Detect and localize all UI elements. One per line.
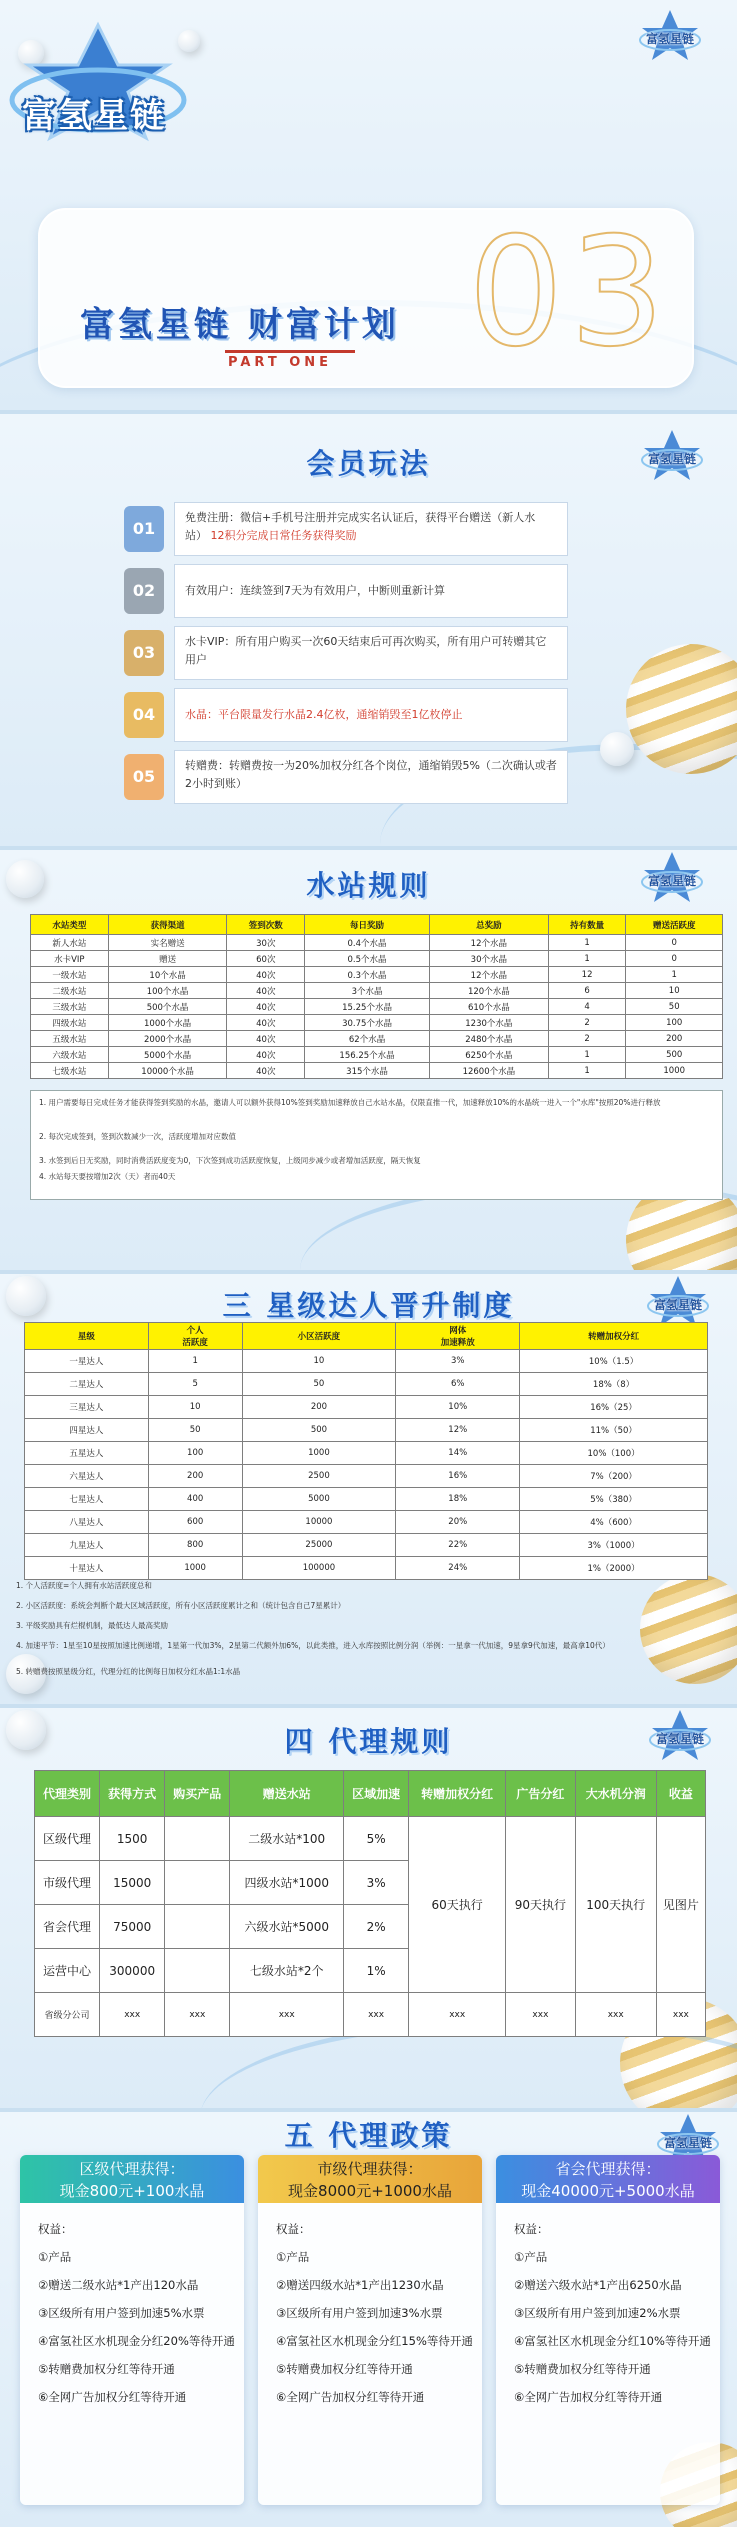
- table-header-cell: 小区活跃度: [242, 1323, 396, 1350]
- table-row: [25, 1419, 708, 1442]
- cover-underline: [225, 350, 355, 353]
- table-cell: 5: [148, 1373, 242, 1396]
- table-header-cell: 个人 活跃度: [148, 1323, 242, 1350]
- agents-table: 代理类别 获得方式 购买产品 赠送水站 区域加速 转赠加权分红 广告分红 大水机分润 收益 区级代理 1500 二级水站*100 5% 60天执行 90天执行 100天执行 见图片 市级代理 15000 四级水站*1000 3% 省会代理 75000 六级水站*5000 2% 运营中心 300000 七级水站*2个 1% 省级分公司 xxx xxx xxx xxx xxx xxx xxx xxx: [34, 1770, 706, 2037]
- table-header-cell: 获得渠道: [108, 915, 227, 935]
- table-cell: 1: [548, 1047, 626, 1063]
- table-row: [25, 1534, 708, 1557]
- table-cell: 1230个水晶: [429, 1015, 548, 1031]
- rule-text-box: 免费注册：微信+手机号注册并完成实名认证后，获得平台赠送（新人水站） 12积分完成日常任务获得奖励: [174, 502, 568, 556]
- table-cell: 0.4个水晶: [305, 935, 430, 951]
- table-cell: 30次: [227, 935, 305, 951]
- rule-text-box: 转赠费：转赠费按一为20%加权分红各个岗位，通缩销毁5%（二次确认或者2小时到账）: [174, 750, 568, 804]
- table-cell: 10%（100）: [520, 1442, 708, 1465]
- table-row: [31, 935, 723, 951]
- table-cell: 1: [548, 1063, 626, 1079]
- table-cell: 610个水晶: [429, 999, 548, 1015]
- table-header-cell: 星级: [25, 1323, 149, 1350]
- table-cell: 40次: [227, 1063, 305, 1079]
- table-header-cell: 赠送活跃度: [626, 915, 723, 935]
- table-cell: 一级水站: [31, 967, 109, 983]
- table-cell: 20%: [396, 1511, 520, 1534]
- table-cell: 600: [148, 1511, 242, 1534]
- table-cell: 30.75个水晶: [305, 1015, 430, 1031]
- table-row: [25, 1373, 708, 1396]
- table-cell: 10000个水晶: [108, 1063, 227, 1079]
- table-cell: 18%: [396, 1488, 520, 1511]
- table-cell: 60次: [227, 951, 305, 967]
- section-title: 水站规则: [306, 869, 431, 902]
- table-cell: 2: [548, 1015, 626, 1031]
- table-row: [31, 951, 723, 967]
- table-cell: 1: [548, 935, 626, 951]
- table-cell: 2000个水晶: [108, 1031, 227, 1047]
- small-logo: 富氢星链: [640, 850, 704, 910]
- table-cell: 800: [148, 1534, 242, 1557]
- part-label: PART ONE: [228, 355, 333, 370]
- table-row: [25, 1350, 708, 1373]
- table-row: [31, 1047, 723, 1063]
- table-cell: 5%（380）: [520, 1488, 708, 1511]
- table-cell: 62个水晶: [305, 1031, 430, 1047]
- table-cell: 1000: [242, 1442, 396, 1465]
- table-cell: 200: [242, 1396, 396, 1419]
- small-logo: 富氢星链: [640, 428, 704, 488]
- station-table: [30, 914, 723, 1079]
- table-row: [25, 1396, 708, 1419]
- table-cell: 11%（50）: [520, 1419, 708, 1442]
- table-row: [25, 1557, 708, 1580]
- table-cell: 40次: [227, 1015, 305, 1031]
- policy-card-district: [20, 2155, 244, 2505]
- table-cell: 九星达人: [25, 1534, 149, 1557]
- table-cell: 40次: [227, 983, 305, 999]
- table-row: [31, 983, 723, 999]
- table-cell: 1000个水晶: [108, 1015, 227, 1031]
- levels-panel: 富氢星链 三 星级达人晋升制度 星级 个人 活跃度 小区活跃度 网体 加速释放 转赠加权分红 一星达人 1 10 3% 10%（1.5） 二星达人 5 50 6% 18%（8） 三星达人 10 200 10% 16%（25） 四星达人 50 500 12% 11%（50） 五星达人 100 1000 14% 10%（100） 六星达人 200 2500 16% 7%（200） 七星达人 400 5000 18% 5%（380） 八星达人 600 10000 20% 4%（600） 九星达人 800 25000 22% 3%（1000） 十星达人 1000 100000 24% 1%（2000） 1. 个人活跃度=个人拥有水站活跃度总和 2. 小区活跃度：系统会判断个最大区域活跃度，所有小区活跃度累计之和（统计包含自己7星累计） 3. 平级奖励具有烂棍机制，最低达人最高奖励 4. 加速平节：1星至10星按照加速比例递增，1星第一代加3%，2星第二代额外加6%，以此类推，进入水库按照比例分润（举例：一星拿一代加速，9星拿9代加速，最高拿10代） 5. 转赠费按照星级分红，代理分红的比例每日加权分红水晶1:1水晶: [0, 1274, 737, 1704]
- table-cell: 12: [548, 967, 626, 983]
- table-cell: 10个水晶: [108, 967, 227, 983]
- table-cell: 40次: [227, 1031, 305, 1047]
- table-cell: 0: [626, 951, 723, 967]
- rule-text-box: 水晶：平台限量发行水晶2.4亿枚，通缩销毁至1亿枚停止: [174, 688, 568, 742]
- table-cell: 500: [626, 1047, 723, 1063]
- table-row: [25, 1488, 708, 1511]
- table-cell: 一星达人: [25, 1350, 149, 1373]
- table-row: 省会代理 75000 六级水站*5000 2%: [35, 1905, 706, 1949]
- table-cell: 四星达人: [25, 1419, 149, 1442]
- section-title: 四 代理规则: [284, 1725, 453, 1758]
- rule-number: 02: [124, 568, 164, 614]
- table-cell: 22%: [396, 1534, 520, 1557]
- table-cell: 18%（8）: [520, 1373, 708, 1396]
- brand-logo-text: 富氢星链: [22, 96, 166, 136]
- table-cell: 10: [148, 1396, 242, 1419]
- table-cell: 四级水站: [31, 1015, 109, 1031]
- table-cell: 实名赠送: [108, 935, 227, 951]
- table-cell: 6: [548, 983, 626, 999]
- table-cell: 五星达人: [25, 1442, 149, 1465]
- table-header-cell: 转赠加权分红: [520, 1323, 708, 1350]
- table-cell: 3%: [396, 1350, 520, 1373]
- policy-card-body: 权益： ①产品 ②赠送六级水站*1产出6250水晶 ③区级所有用户签到加速2%水票 ④富氢社区水机现金分红10%等待开通 ⑤转赠费加权分红等待开通 ⑥全网广告加权分红等待开通: [514, 2222, 711, 2404]
- small-logo: 富氢星链: [638, 8, 702, 68]
- table-cell: 100: [148, 1442, 242, 1465]
- table-cell: 5000: [242, 1488, 396, 1511]
- levels-table: [24, 1322, 708, 1580]
- table-cell: 二星达人: [25, 1373, 149, 1396]
- table-cell: 50: [242, 1373, 396, 1396]
- policy-card-header: 区级代理获得： 现金800元+100水晶: [20, 2155, 244, 2203]
- table-cell: 3%（1000）: [520, 1534, 708, 1557]
- table-cell: 2480个水晶: [429, 1031, 548, 1047]
- table-row: [31, 967, 723, 983]
- table-cell: 100个水晶: [108, 983, 227, 999]
- table-cell: 2500: [242, 1465, 396, 1488]
- table-cell: 2: [548, 1031, 626, 1047]
- table-row: [31, 1031, 723, 1047]
- table-cell: 新人水站: [31, 935, 109, 951]
- agents-panel: [0, 1708, 737, 2108]
- policy-card-province: [496, 2155, 720, 2505]
- table-cell: 4: [548, 999, 626, 1015]
- table-cell: 6250个水晶: [429, 1047, 548, 1063]
- small-logo: 富氢星链: [656, 2112, 720, 2172]
- table-cell: 40次: [227, 1047, 305, 1063]
- table-cell: 40次: [227, 999, 305, 1015]
- table-cell: 0.3个水晶: [305, 967, 430, 983]
- table-cell: 六级水站: [31, 1047, 109, 1063]
- table-cell: 4%（600）: [520, 1511, 708, 1534]
- table-cell: 12600个水晶: [429, 1063, 548, 1079]
- table-cell: 1%（2000）: [520, 1557, 708, 1580]
- table-row: 区级代理 1500 二级水站*100 5% 60天执行 90天执行 100天执行 见图片: [35, 1817, 706, 1861]
- table-row: 省级分公司 xxx xxx xxx xxx xxx xxx xxx xxx: [35, 1993, 706, 2037]
- section-title: 五 代理政策: [284, 2119, 453, 2152]
- table-cell: 五级水站: [31, 1031, 109, 1047]
- table-cell: 1000: [148, 1557, 242, 1580]
- member-panel: [0, 414, 737, 846]
- table-cell: 二级水站: [31, 983, 109, 999]
- table-cell: 10: [626, 983, 723, 999]
- station-notes: 1. 用户需要每日完成任务才能获得签到奖励的水晶，邀请人可以额外获得10%签到奖励加速释放自己水站水晶，仅限直推一代，加速释放10%的水晶统一进入一个"水库"按照20%进行释放 2. 每次完成签到，签到次数减少一次，活跃度增加对应数值 3. 水签到后日无奖励，同时消费活跃度变为0，下次签到成功活跃度恢复，上级同步减少或者增加活跃度，隔天恢复 4. 水站每天要按增加2次（天）者而40天: [30, 1090, 723, 1200]
- policy-card-city: [258, 2155, 482, 2505]
- table-cell: 三级水站: [31, 999, 109, 1015]
- table-cell: 100: [626, 1015, 723, 1031]
- table-row: 运营中心 300000 七级水站*2个 1%: [35, 1949, 706, 1993]
- table-cell: 七星达人: [25, 1488, 149, 1511]
- table-header-cell: 每日奖励: [305, 915, 430, 935]
- cover-title: 富氢星链 财富计划: [80, 305, 400, 345]
- table-cell: 24%: [396, 1557, 520, 1580]
- white-sphere: [600, 732, 634, 766]
- small-logo: 富氢星链: [648, 1708, 712, 1768]
- table-cell: 5000个水晶: [108, 1047, 227, 1063]
- table-cell: 500: [242, 1419, 396, 1442]
- table-row: 市级代理 15000 四级水站*1000 3%: [35, 1861, 706, 1905]
- table-row: [25, 1442, 708, 1465]
- section-title: 三 星级达人晋升制度: [222, 1289, 515, 1322]
- table-cell: 50: [626, 999, 723, 1015]
- table-row: [25, 1465, 708, 1488]
- table-cell: 0.5个水晶: [305, 951, 430, 967]
- table-row: [31, 999, 723, 1015]
- table-header-cell: 网体 加速释放: [396, 1323, 520, 1350]
- table-cell: 水卡VIP: [31, 951, 109, 967]
- table-cell: 12个水晶: [429, 935, 548, 951]
- table-cell: 315个水晶: [305, 1063, 430, 1079]
- rule-number: 04: [124, 692, 164, 738]
- table-cell: 七级水站: [31, 1063, 109, 1079]
- policy-card-header: 省会代理获得： 现金40000元+5000水晶: [496, 2155, 720, 2203]
- rule-number: 01: [124, 506, 164, 552]
- cover-panel: [0, 0, 737, 410]
- table-cell: 200: [626, 1031, 723, 1047]
- table-cell: 10%（1.5）: [520, 1350, 708, 1373]
- table-cell: 16%: [396, 1465, 520, 1488]
- table-cell: 赠送: [108, 951, 227, 967]
- table-cell: 3个水晶: [305, 983, 430, 999]
- table-cell: 1: [148, 1350, 242, 1373]
- table-row: [31, 1063, 723, 1079]
- table-cell: 50: [148, 1419, 242, 1442]
- rule-number: 03: [124, 630, 164, 676]
- section-title: 会员玩法: [306, 447, 431, 480]
- station-panel: [0, 850, 737, 1270]
- table-cell: 1: [626, 967, 723, 983]
- table-cell: 1000: [626, 1063, 723, 1079]
- table-cell: 10000: [242, 1511, 396, 1534]
- rule-number: 05: [124, 754, 164, 800]
- table-cell: 16%（25）: [520, 1396, 708, 1419]
- table-cell: 120个水晶: [429, 983, 548, 999]
- table-cell: 25000: [242, 1534, 396, 1557]
- table-cell: 200: [148, 1465, 242, 1488]
- part-number: 03: [468, 206, 671, 380]
- table-cell: 15.25个水晶: [305, 999, 430, 1015]
- table-cell: 10%: [396, 1396, 520, 1419]
- rule-text-box: 有效用户：连续签到7天为有效用户，中断则重新计算: [174, 564, 568, 618]
- table-cell: 500个水晶: [108, 999, 227, 1015]
- policy-card-body: 权益： ①产品 ②赠送二级水站*1产出120水晶 ③区级所有用户签到加速5%水票 ④富氢社区水机现金分红20%等待开通 ⑤转赠费加权分红等待开通 ⑥全网广告加权分红等待开通: [38, 2222, 235, 2404]
- table-cell: 10: [242, 1350, 396, 1373]
- table-row: [25, 1511, 708, 1534]
- table-cell: 1: [548, 951, 626, 967]
- rule-text-box: 水卡VIP：所有用户购买一次60天结束后可再次购买，所有用户可转赠其它用户: [174, 626, 568, 680]
- table-cell: 12%: [396, 1419, 520, 1442]
- table-cell: 三星达人: [25, 1396, 149, 1419]
- policy-card-body: 权益： ①产品 ②赠送四级水站*1产出1230水晶 ③区级所有用户签到加速3%水票 ④富氢社区水机现金分红15%等待开通 ⑤转赠费加权分红等待开通 ⑥全网广告加权分红等待开通: [276, 2222, 473, 2404]
- table-cell: 7%（200）: [520, 1465, 708, 1488]
- table-cell: 30个水晶: [429, 951, 548, 967]
- table-cell: 6%: [396, 1373, 520, 1396]
- table-cell: 14%: [396, 1442, 520, 1465]
- table-cell: 12个水晶: [429, 967, 548, 983]
- table-row: [31, 1015, 723, 1031]
- table-cell: 0: [626, 935, 723, 951]
- table-cell: 六星达人: [25, 1465, 149, 1488]
- table-cell: 八星达人: [25, 1511, 149, 1534]
- table-header-cell: 总奖励: [429, 915, 548, 935]
- table-header-cell: 签到次数: [227, 915, 305, 935]
- table-cell: 400: [148, 1488, 242, 1511]
- table-header-cell: 水站类型: [31, 915, 109, 935]
- table-cell: 十星达人: [25, 1557, 149, 1580]
- policy-card-header: 市级代理获得： 现金8000元+1000水晶: [258, 2155, 482, 2203]
- table-cell: 156.25个水晶: [305, 1047, 430, 1063]
- table-cell: 40次: [227, 967, 305, 983]
- table-cell: 100000: [242, 1557, 396, 1580]
- small-logo: 富氢星链: [646, 1274, 710, 1334]
- table-header-cell: 持有数量: [548, 915, 626, 935]
